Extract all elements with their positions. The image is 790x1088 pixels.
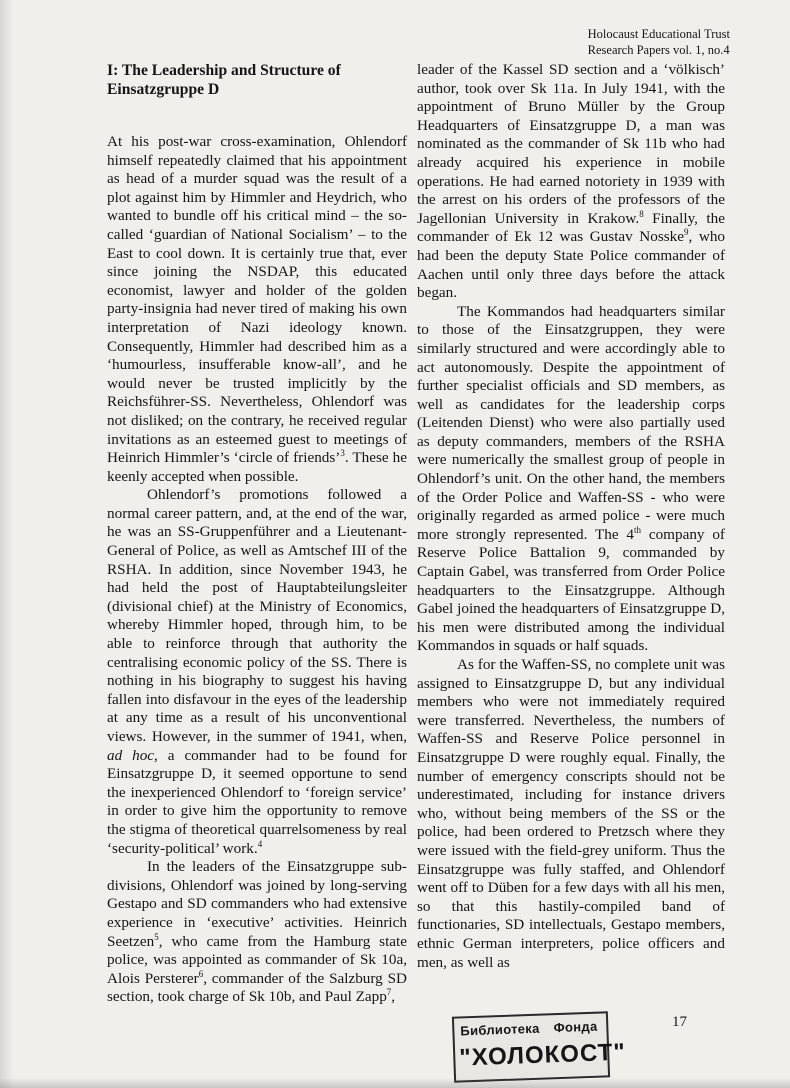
text-run: , [391, 988, 396, 1006]
page-number: 17 [672, 1014, 687, 1030]
header-line-2: Research Papers vol. 1, no.4 [587, 43, 730, 57]
header-line-1: Holocaust Educational Trust [587, 27, 730, 41]
footnote-marker: 6 [198, 968, 204, 979]
superscript-ordinal: th [634, 524, 642, 535]
right-column [417, 61, 725, 972]
paragraph [107, 133, 407, 486]
stamp-text: Фонда [553, 1018, 598, 1036]
paragraph [107, 858, 407, 1007]
italic-text: ad hoc [107, 746, 155, 764]
stamp-line-1 [460, 1019, 598, 1039]
stamp-text: Библиотека [460, 1020, 540, 1039]
text-run: At his post-war cross-examination, Ohlendorf himself repeatedly claimed that his appointment as head of a murder squad was the result of a plot against him by Himmler and Heydrich, who wanted to bundle off his critical mind – the so-called ‘guardian of National Socialism’ – to the East to cool down. It is certainly true that, ever since joining the NSDAP, this educated economist, lawyer and holder of the golden party-insignia had never tired of making his own interpretation of Nazi ideology known. Consequently, Himmler had described him as a ‘humourless, insufferable know-all’, and he would never be trusted implicitly by the Reichsführer-SS. Nevertheless, Ohlendorf was not disliked; on the contrary, he received regular invitations as an esteemed guest to meetings of Heinrich Himmler’s ‘circle of friends’ [107, 133, 407, 467]
paragraph [417, 61, 725, 303]
text-run: The Kommandos had headquarters similar to those of the Einsatzgruppen, they were similarly structured and were accordingly able to act autonomously. Despite the appointment of further specialist officials and SD members, as well as candidates for the leadership corps (Leitenden Dienst) who were also partially used as deputy commanders, members of the RSHA were numerically the smallest group of people in Ohlendorf’s unit. On the other hand, the members of the Order Police and Waffen-SS - who were originally regarded as armed police - were much more strongly represented. The 4 [417, 302, 725, 543]
scan-bottom-shadow [0, 1078, 790, 1088]
footnote-marker: 7 [386, 987, 392, 998]
text-run: , who had been the deputy State Police commander of Aachen until only three days before the attack began. [417, 228, 726, 302]
library-stamp [452, 1011, 627, 1082]
text-run: , commander of the Salzburg SD section, took charge of Sk 10b, and Paul Zapp [107, 969, 407, 1006]
text-run: . These he keenly accepted when possible. [107, 449, 407, 485]
paragraph [417, 656, 725, 972]
paragraph [107, 486, 407, 858]
text-run: company of Reserve Police Battalion 9, commanded by Captain Gabel, was transferred from Order Police headquarters to the Einsatzgruppe. Although Gabel joined the headquarters of Einsatzgruppe D, his men were distributed among the individual Kommandos in squads or half squads. [417, 525, 725, 655]
footnote-marker: 3 [340, 448, 345, 459]
text-run: Ohlendorf’s promotions followed a normal career pattern, and, at the end of the war, he was an SS-Gruppenführer and a Lieutenant-General of Police, as well as Amtschef III of the RSHA. In addition, since November 1943, he had held the post of Hauptabteilungsleiter (divisional chief) at the Ministry of Economics, whereby Himmler hoped, through him, to be able to reinforce through that authority the centralising economic policy of the SS. There is nothing in his biography to suggest his having fallen into disfavour in the eyes of the leadership at any time as a result of his unconventional views. However, in the summer of 1941, when, [107, 486, 407, 745]
footnote-marker: 9 [684, 227, 689, 238]
paragraph [417, 303, 725, 656]
scan-edge-shadow [0, 0, 14, 1088]
text-run: leader of the Kassel SD section and a ‘völkisch’ author, took over Sk 11a. In July 1941, with the appointment of Bruno Müller by the Group Headquarters of Einsatzgruppe D, a man was nominated as the commander of Sk 11b who had already acquired his experience in mobile operations. He had earned notoriety in 1939 with the arrest on his orders of the professors of the Jagellonian University in Krakow. [417, 61, 725, 227]
text-run: As for the Waffen-SS, no complete unit was assigned to Einsatzgruppe D, but any individual members who were not immediately required were transferred. Nevertheless, the numbers of Waffen-SS and Reserve Police personnel in Einsatzgruppe D were roughly equal. Finally, the number of emergency conscripts should not be underestimated, including for instance drivers who, without being members of the SS or the police, had been ordered to Pretzsch where they were issued with the field-grey uniform. Thus the Einsatzgruppe was fully staffed, and Ohlendorf went off to Düben for a few days with all his men, so that this hastily-compiled band of functionaries, SD intellectuals, Gestapo members, ethnic German interpreters, police officers and men, as well as [417, 656, 725, 971]
text-run: Finally, the commander of Ek 12 was Gustav Nosske [417, 209, 725, 246]
text-run: , who came from the Hamburg state police, was appointed as commander of Sk 10a, Alois Persterer [107, 932, 407, 987]
section-title: I: The Leadership and Structure of Einsatzgruppe D [107, 62, 341, 98]
stamp-line-2: "ХОЛОКОСТ" [458, 1038, 627, 1072]
text-run: In the leaders of the Einsatzgruppe sub-divisions, Ohlendorf was joined by long-serving Gestapo and SD commanders who had extensive experience in ‘executive’ activities. Heinrich Seetzen [107, 858, 407, 950]
text-run: , a commander had to be found for Einsatzgruppe D, it seemed opportune to send the inexperienced Ohlendorf to ‘foreign service’ in order to give him the opportunity to remove the stigma of theoretical quarrelsomeness by real ‘security-political’ work. [107, 746, 407, 857]
footnote-marker: 8 [639, 208, 644, 219]
footnote-marker: 5 [154, 931, 159, 942]
left-column [107, 61, 407, 1007]
running-header [588, 26, 730, 58]
footnote-marker: 4 [257, 838, 263, 849]
